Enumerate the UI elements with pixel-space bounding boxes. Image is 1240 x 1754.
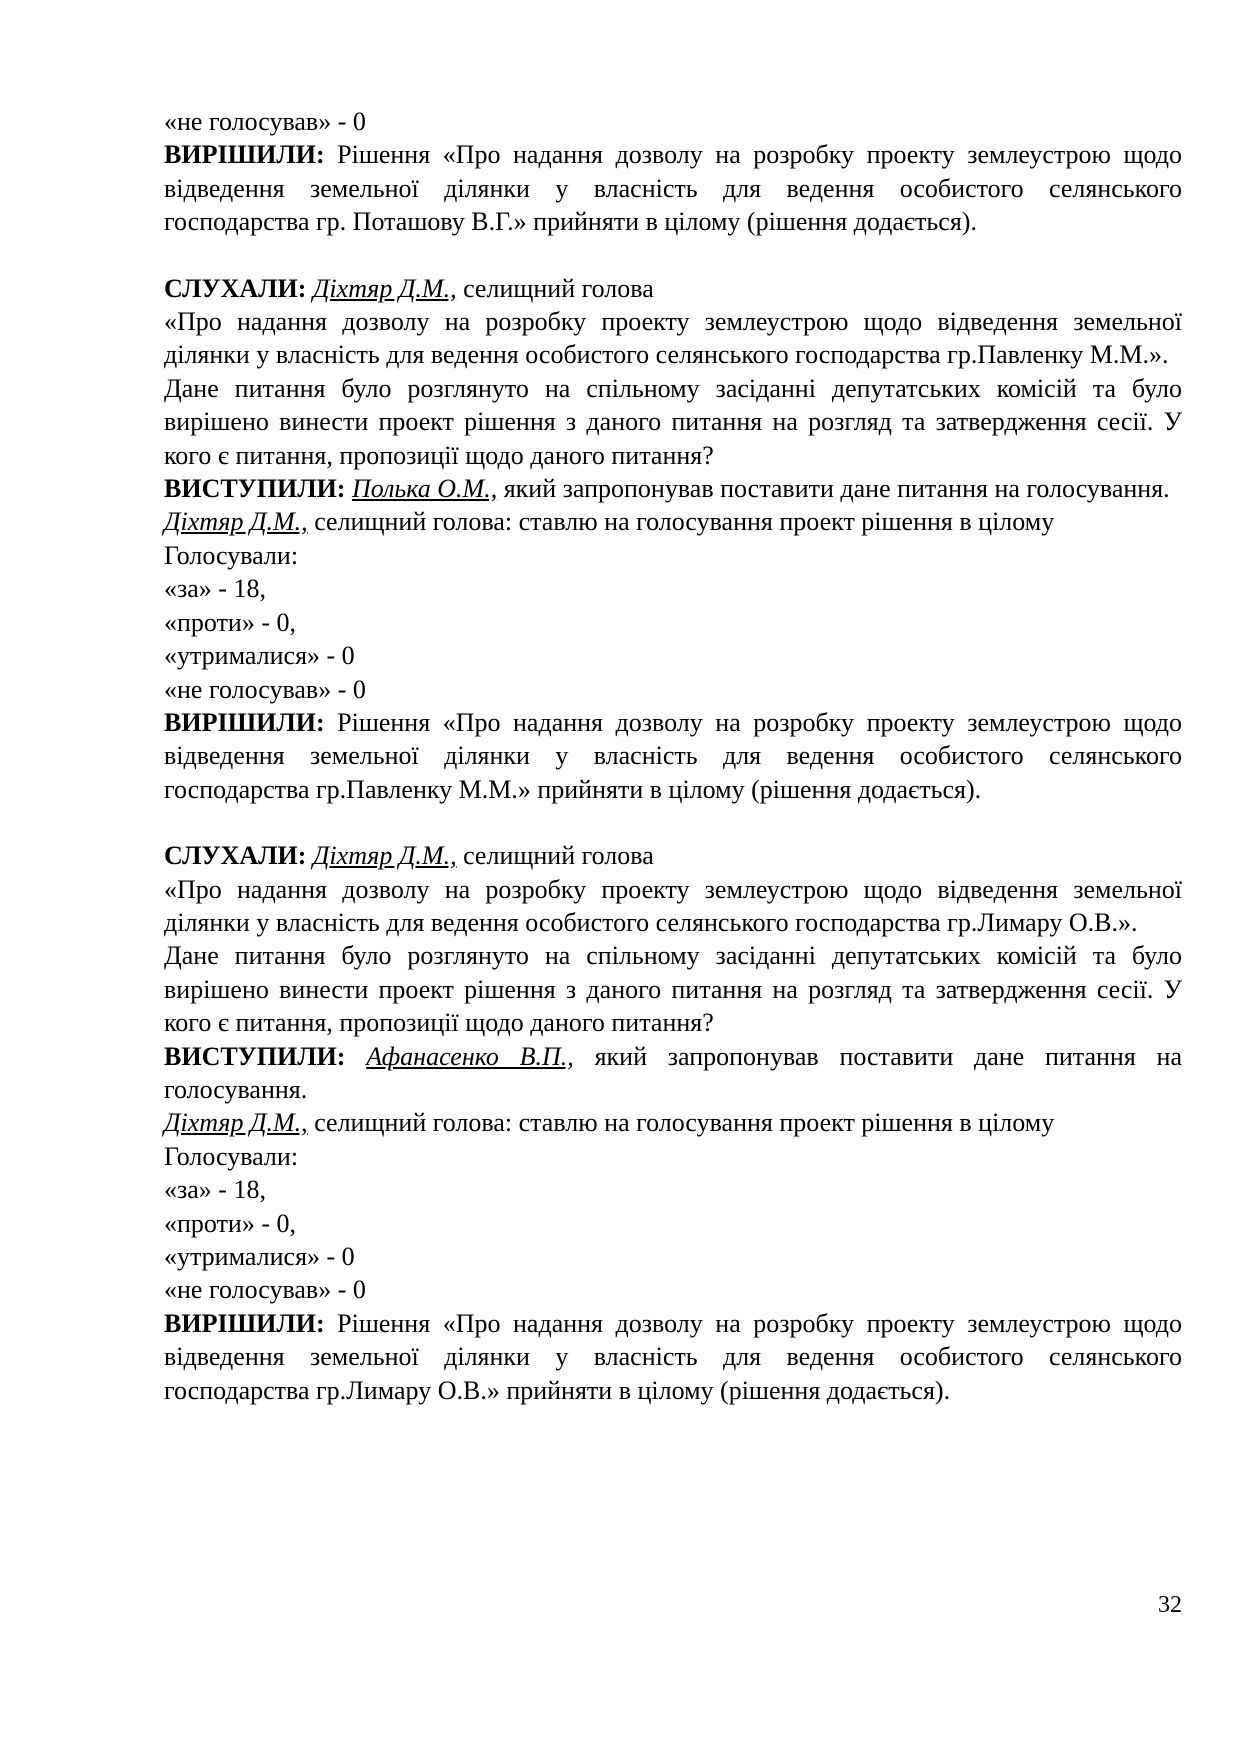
- heard-speaker-role: селищний голова: [456, 841, 654, 871]
- chair-name: Діхтяр Д.М.,: [164, 1108, 308, 1138]
- vote-not-voted: «не голосував» - 0: [164, 107, 366, 136]
- vote-abstain: «утрималися» - 0: [164, 641, 355, 671]
- chair-name: Діхтяр Д.М.,: [164, 507, 308, 537]
- decided-text: Рішення «Про надання дозволу на розробку проекту землеустрою щодо відведення земельної ділянки у власність для ведення особистого селянського господарства гр.Павленку М.М.» прийняти в цілому (рішення додається).: [164, 707, 1182, 804]
- heard-line: [164, 272, 1182, 305]
- document-body: [164, 105, 1182, 1407]
- decision-paragraph: [164, 138, 1182, 238]
- decided-label: ВИРІШИЛИ:: [164, 707, 325, 737]
- vote-against: «проти» - 0,: [164, 1208, 297, 1238]
- topic-paragraph: «Про надання дозволу на розробку проекту землеустрою щодо відведення земельної ділянки у власність для ведення особистого селянського господарства гр.Лимару О.В.».: [164, 874, 1182, 937]
- chair-line: [164, 505, 1182, 538]
- spoke-label: ВИСТУПИЛИ:: [164, 1041, 346, 1071]
- decided-text: Рішення «Про надання дозволу на розробку проекту землеустрою щодо відведення земельної ділянки у власність для ведення особистого селянського господарства гр. Поташову В.Г.» прийняти в цілому (рішення додається).: [164, 140, 1182, 237]
- vote-abstain: «утрималися» - 0: [164, 1242, 355, 1271]
- vote-not-voted: «не голосував» - 0: [164, 674, 366, 704]
- decided-label: ВИРІШИЛИ:: [164, 140, 325, 170]
- decision-paragraph: [164, 1307, 1182, 1407]
- heard-speaker-name: Діхтяр Д.М.,: [312, 841, 457, 871]
- review-paragraph: Дане питання було розглянуто на спільному засіданні депутатських комісій та було вирішено винести проект рішення з даного питання на розгляд та затвердження сесії. У кого є питання, пропозиції щодо даного питання?: [164, 373, 1182, 470]
- spoke-speaker-name: Афанасенко В.П.,: [366, 1041, 574, 1071]
- heard-speaker-role: селищний голова: [456, 273, 654, 303]
- decision-paragraph: [164, 706, 1182, 806]
- spoke-text: який запропонував поставити дане питання на голосування.: [497, 474, 1170, 504]
- decided-text: Рішення «Про надання дозволу на розробку проекту землеустрою щодо відведення земельної ділянки у власність для ведення особистого селянського господарства гр.Лимару О.В.» прийняти в цілому (рішення додається).: [164, 1308, 1182, 1405]
- vote-for: «за» - 18,: [164, 574, 266, 604]
- voted-heading: Голосували:: [164, 540, 299, 570]
- vote-against: «проти» - 0,: [164, 607, 297, 637]
- spoke-paragraph: [164, 472, 1182, 505]
- review-paragraph: Дане питання було розглянуто на спільному засіданні депутатських комісій та було вирішено винести проект рішення з даного питання на розгляд та затвердження сесії. У кого є питання, пропозиції щодо даного питання?: [164, 941, 1182, 1038]
- chair-line: [164, 1106, 1182, 1139]
- spoke-paragraph: [164, 1040, 1182, 1107]
- heard-line: [164, 839, 1182, 872]
- spoke-label: ВИСТУПИЛИ:: [164, 474, 346, 504]
- voted-heading: Голосували:: [164, 1141, 299, 1171]
- vote-for: «за» - 18,: [164, 1175, 266, 1205]
- chair-text: селищний голова: ставлю на голосування проект рішення в цілому: [307, 1108, 1055, 1138]
- heard-label: СЛУХАЛИ:: [164, 841, 307, 871]
- spoke-speaker-name: Полька О.М.,: [351, 474, 498, 504]
- chair-text: селищний голова: ставлю на голосування проект рішення в цілому: [307, 507, 1055, 537]
- vote-not-voted: «не голосував» - 0: [164, 1275, 366, 1305]
- heard-label: СЛУХАЛИ:: [164, 273, 307, 303]
- paragraph-gap: [164, 806, 1182, 839]
- paragraph-gap: [164, 239, 1182, 272]
- heard-speaker-name: Діхтяр Д.М.,: [312, 273, 457, 303]
- decided-label: ВИРІШИЛИ:: [164, 1308, 325, 1338]
- spoke-text: який запропонував поставити дане питання на голосування.: [164, 1041, 1183, 1104]
- page-number: 32: [1158, 1592, 1182, 1618]
- topic-paragraph: «Про надання дозволу на розробку проекту землеустрою щодо відведення земельної ділянки у власність для ведення особистого селянського господарства гр.Павленку М.М.».: [164, 307, 1182, 370]
